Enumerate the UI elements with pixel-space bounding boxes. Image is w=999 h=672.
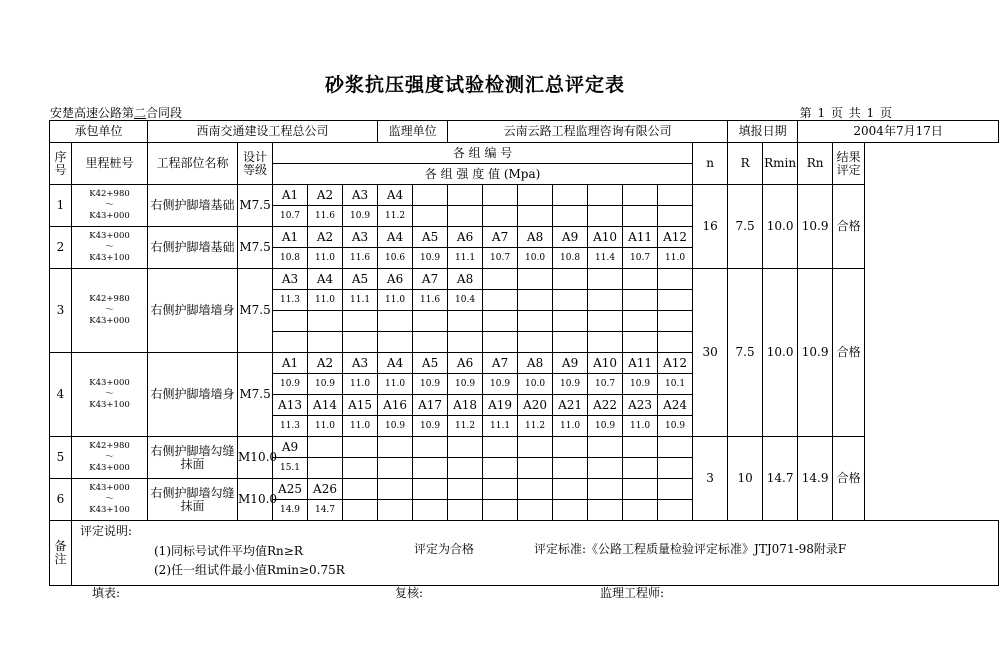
strength-value-cell: 10.1 — [658, 374, 693, 395]
group-id-cell: A1 — [273, 353, 308, 374]
strength-value-cell — [553, 206, 588, 227]
remark-standard: 评定标准:《公路工程质量检验评定标准》JTJ071-98附录F — [534, 542, 847, 556]
group-id-cell — [448, 332, 483, 353]
strength-value-cell: 11.2 — [378, 206, 413, 227]
strength-value-cell — [588, 206, 623, 227]
group-id-cell: A11 — [623, 227, 658, 248]
remark-row — [50, 521, 999, 586]
summary-rmin-cell: 14.7 — [763, 437, 798, 521]
group-id-cell — [413, 332, 448, 353]
summary-result-cell: 合格 — [833, 185, 865, 269]
summary-r-cell: 10 — [728, 437, 763, 521]
date-label: 填报日期 — [728, 121, 798, 143]
summary-rn-cell: 10.9 — [798, 269, 833, 437]
strength-value-cell: 11.0 — [378, 290, 413, 311]
remark-content — [72, 521, 999, 586]
grade-cell: M7.5 — [238, 227, 273, 269]
group-id-cell — [518, 311, 553, 332]
strength-value-cell: 10.0 — [518, 248, 553, 269]
group-id-cell — [588, 437, 623, 458]
group-id-cell: A1 — [273, 185, 308, 206]
strength-value-cell: 11.2 — [518, 416, 553, 437]
group-id-cell — [518, 437, 553, 458]
strength-value-cell: 15.1 — [273, 458, 308, 479]
strength-value-cell: 10.4 — [448, 290, 483, 311]
group-id-cell — [518, 269, 553, 290]
strength-value-cell: 10.9 — [413, 248, 448, 269]
contractor-label: 承包单位 — [50, 121, 148, 143]
station-station-from: K43+000 — [89, 483, 130, 493]
group-id-cell: A20 — [518, 395, 553, 416]
group-id-cell — [623, 311, 658, 332]
summary-rmin-cell: 10.0 — [763, 185, 798, 269]
strength-value-cell: 10.9 — [413, 374, 448, 395]
strength-value-cell: 10.7 — [588, 374, 623, 395]
group-id-cell — [658, 269, 693, 290]
group-id-cell: A12 — [658, 353, 693, 374]
contractor-value: 西南交通建设工程总公司 — [148, 121, 378, 143]
group-id-cell — [308, 332, 343, 353]
group-id-cell — [553, 479, 588, 500]
strength-value-cell — [483, 458, 518, 479]
group-id-cell — [658, 437, 693, 458]
part-cell: 右侧护脚墙基础 — [148, 227, 238, 269]
group-id-cell: A17 — [413, 395, 448, 416]
strength-value-cell: 11.0 — [308, 248, 343, 269]
group-id-cell: A6 — [448, 227, 483, 248]
header-row-1 — [50, 121, 999, 143]
summary-rn-cell: 10.9 — [798, 185, 833, 269]
remark-label: 备注 — [50, 521, 72, 586]
strength-value-cell — [658, 500, 693, 521]
summary-r-cell: 7.5 — [728, 185, 763, 269]
group-id-cell — [623, 269, 658, 290]
station-station-from: K42+980 — [89, 189, 130, 199]
strength-value-cell: 11.0 — [343, 374, 378, 395]
grade-cell: M10.0 — [238, 437, 273, 479]
strength-value-cell — [448, 458, 483, 479]
group-id-cell: A14 — [308, 395, 343, 416]
group-id-cell: A3 — [343, 353, 378, 374]
strength-value-cell — [413, 500, 448, 521]
strength-value-cell — [518, 458, 553, 479]
group-id-cell — [413, 479, 448, 500]
table-row — [50, 269, 999, 290]
project-section: 二 — [134, 106, 147, 120]
group-id-cell: A6 — [448, 353, 483, 374]
strength-value-cell — [448, 206, 483, 227]
group-id-cell: A9 — [273, 437, 308, 458]
strength-value-cell: 11.0 — [378, 374, 413, 395]
group-id-cell — [553, 185, 588, 206]
strength-value-cell — [588, 290, 623, 311]
project-label — [50, 104, 182, 121]
station-station-from: K43+000 — [89, 378, 130, 388]
seq-cell: 5 — [50, 437, 72, 479]
group-id-cell — [518, 185, 553, 206]
strength-value-cell — [413, 206, 448, 227]
group-id-cell — [588, 269, 623, 290]
remark-conclusion: 评定为合格 — [414, 542, 475, 556]
strength-value-cell — [518, 500, 553, 521]
group-id-cell — [308, 437, 343, 458]
summary-n-cell: 16 — [693, 185, 728, 269]
part-cell: 右侧护脚墙墙身 — [148, 353, 238, 437]
group-id-cell: A7 — [483, 353, 518, 374]
group-id-cell — [343, 479, 378, 500]
group-id-cell: A3 — [343, 227, 378, 248]
strength-value-cell — [623, 458, 658, 479]
strength-value-cell — [623, 206, 658, 227]
group-id-cell: A3 — [343, 185, 378, 206]
strength-value-cell: 14.9 — [273, 500, 308, 521]
strength-value-cell: 10.7 — [483, 248, 518, 269]
station-cell — [72, 185, 148, 227]
group-id-cell — [483, 332, 518, 353]
part-cell: 右侧护脚墙基础 — [148, 185, 238, 227]
project-prefix: 安楚高速公路第 — [50, 106, 135, 120]
grade-header: 设计等级 — [238, 143, 273, 185]
summary-result-cell: 合格 — [833, 269, 865, 437]
group-id-cell: A13 — [273, 395, 308, 416]
group-id-cell: A11 — [623, 353, 658, 374]
strength-value-cell — [448, 500, 483, 521]
strength-value-cell: 11.0 — [308, 416, 343, 437]
rn-header: Rn — [798, 143, 833, 185]
summary-rmin-cell: 10.0 — [763, 269, 798, 437]
strength-value-cell — [623, 290, 658, 311]
group-id-cell: A25 — [273, 479, 308, 500]
strength-value-cell: 11.0 — [308, 290, 343, 311]
group-id-cell: A16 — [378, 395, 413, 416]
station-station-to: K43+000 — [89, 463, 130, 473]
group-id-cell: A4 — [308, 269, 343, 290]
seq-cell: 2 — [50, 227, 72, 269]
group-id-cell — [483, 479, 518, 500]
seq-cell: 4 — [50, 353, 72, 437]
summary-result-cell: 合格 — [833, 437, 865, 521]
part-cell: 右侧护脚墙勾缝抹面 — [148, 479, 238, 521]
group-id-cell — [448, 437, 483, 458]
group-id-cell — [483, 185, 518, 206]
rmin-header: Rmin — [763, 143, 798, 185]
strength-value-cell — [553, 290, 588, 311]
r-header: R — [728, 143, 763, 185]
filled-by-label: 填表: — [92, 586, 121, 600]
station-header: 里程桩号 — [72, 143, 148, 185]
strength-value-cell: 11.6 — [308, 206, 343, 227]
group-id-cell — [413, 437, 448, 458]
group-id-cell: A23 — [623, 395, 658, 416]
station-station-from: K42+980 — [89, 441, 130, 451]
strength-value-cell: 11.2 — [448, 416, 483, 437]
strength-value-cell: 11.1 — [448, 248, 483, 269]
group-id-cell: A10 — [588, 353, 623, 374]
group-no-header: 各 组 编 号 — [273, 143, 693, 164]
station-station-to: K43+000 — [89, 211, 130, 221]
table-row — [50, 437, 999, 458]
page-title: 砂浆抗压强度试验检测汇总评定表 — [324, 74, 625, 96]
strength-value-cell — [623, 500, 658, 521]
reviewed-by-label: 复核: — [395, 586, 424, 600]
group-id-cell: A4 — [378, 227, 413, 248]
group-id-cell: A8 — [518, 227, 553, 248]
group-id-cell — [553, 332, 588, 353]
group-id-cell: A2 — [308, 227, 343, 248]
station-station-to: K43+100 — [89, 505, 130, 515]
strength-value-cell: 10.9 — [553, 374, 588, 395]
group-id-cell: A9 — [553, 353, 588, 374]
grade-cell: M7.5 — [238, 185, 273, 227]
strength-value-cell — [308, 458, 343, 479]
group-id-cell: A18 — [448, 395, 483, 416]
summary-n-cell: 3 — [693, 437, 728, 521]
group-id-cell — [378, 437, 413, 458]
group-id-cell — [413, 311, 448, 332]
strength-value-cell: 10.7 — [623, 248, 658, 269]
group-id-cell — [623, 437, 658, 458]
strength-value-cell: 11.6 — [343, 248, 378, 269]
table-body — [50, 121, 999, 586]
strength-value-cell: 10.9 — [378, 416, 413, 437]
group-strength-header: 各 组 强 度 值 (Mpa) — [273, 164, 693, 185]
station-station-from: K42+980 — [89, 294, 130, 304]
group-id-cell: A1 — [273, 227, 308, 248]
group-id-cell — [658, 185, 693, 206]
strength-value-cell: 10.8 — [553, 248, 588, 269]
strength-value-cell: 10.9 — [483, 374, 518, 395]
strength-value-cell — [483, 500, 518, 521]
group-id-cell — [658, 311, 693, 332]
group-id-cell — [273, 332, 308, 353]
group-id-cell: A12 — [658, 227, 693, 248]
strength-value-cell — [413, 458, 448, 479]
group-id-cell — [448, 311, 483, 332]
group-id-cell — [378, 311, 413, 332]
station-cell — [72, 353, 148, 437]
station-station-to: K43+000 — [89, 316, 130, 326]
seq-cell: 3 — [50, 269, 72, 353]
group-id-cell — [483, 269, 518, 290]
seq-cell: 1 — [50, 185, 72, 227]
group-id-cell — [448, 479, 483, 500]
strength-value-cell: 11.4 — [588, 248, 623, 269]
strength-value-cell: 10.7 — [273, 206, 308, 227]
strength-value-cell — [518, 206, 553, 227]
strength-value-cell — [518, 290, 553, 311]
summary-table — [49, 120, 999, 586]
group-id-cell — [588, 185, 623, 206]
group-id-cell: A6 — [378, 269, 413, 290]
supervisor-value: 云南云路工程监理咨询有限公司 — [448, 121, 728, 143]
station-tilde: ～ — [105, 200, 114, 210]
strength-value-cell: 11.0 — [553, 416, 588, 437]
group-id-cell — [448, 185, 483, 206]
strength-value-cell: 10.8 — [273, 248, 308, 269]
strength-value-cell: 14.7 — [308, 500, 343, 521]
group-id-cell — [518, 479, 553, 500]
strength-value-cell: 10.6 — [378, 248, 413, 269]
station-tilde: ～ — [105, 242, 114, 252]
group-id-cell — [343, 311, 378, 332]
supervisor-label: 监理单位 — [378, 121, 448, 143]
remark-item-2: (2)任一组试件最小值Rmin≥0.75R — [154, 563, 345, 577]
group-id-cell — [553, 437, 588, 458]
seq-header: 序号 — [50, 143, 72, 185]
strength-value-cell: 10.9 — [448, 374, 483, 395]
strength-value-cell: 11.1 — [343, 290, 378, 311]
group-id-cell — [553, 269, 588, 290]
strength-value-cell: 10.9 — [623, 374, 658, 395]
group-id-cell — [483, 437, 518, 458]
summary-n-cell: 30 — [693, 269, 728, 437]
remark-heading: 评定说明: — [80, 524, 133, 538]
date-value: 2004年7月17日 — [798, 121, 999, 143]
group-id-cell: A22 — [588, 395, 623, 416]
strength-value-cell: 10.9 — [343, 206, 378, 227]
group-id-cell — [623, 185, 658, 206]
strength-value-cell — [483, 206, 518, 227]
strength-value-cell: 11.3 — [273, 290, 308, 311]
group-id-cell: A5 — [343, 269, 378, 290]
strength-value-cell: 11.0 — [623, 416, 658, 437]
strength-value-cell: 11.3 — [273, 416, 308, 437]
group-id-cell: A7 — [483, 227, 518, 248]
part-cell: 右侧护脚墙墙身 — [148, 269, 238, 353]
strength-value-cell: 10.9 — [273, 374, 308, 395]
group-id-cell: A9 — [553, 227, 588, 248]
station-tilde: ～ — [105, 305, 114, 315]
result-header: 结果评定 — [833, 143, 865, 185]
group-id-cell — [413, 185, 448, 206]
group-id-cell: A3 — [273, 269, 308, 290]
grade-cell: M7.5 — [238, 353, 273, 437]
group-id-cell — [483, 311, 518, 332]
station-tilde: ～ — [105, 494, 114, 504]
group-id-cell — [623, 479, 658, 500]
group-id-cell — [588, 332, 623, 353]
strength-value-cell: 10.9 — [308, 374, 343, 395]
group-id-cell — [553, 311, 588, 332]
group-id-cell: A4 — [378, 185, 413, 206]
group-id-cell — [658, 479, 693, 500]
strength-value-cell: 11.1 — [483, 416, 518, 437]
station-tilde: ～ — [105, 389, 114, 399]
strength-value-cell — [483, 290, 518, 311]
strength-value-cell — [588, 458, 623, 479]
part-cell: 右侧护脚墙勾缝抹面 — [148, 437, 238, 479]
station-cell — [72, 437, 148, 479]
station-station-from: K43+000 — [89, 231, 130, 241]
strength-value-cell: 11.0 — [658, 248, 693, 269]
group-id-cell: A21 — [553, 395, 588, 416]
group-id-cell: A5 — [413, 227, 448, 248]
group-id-cell — [343, 332, 378, 353]
group-id-cell — [343, 437, 378, 458]
group-id-cell: A19 — [483, 395, 518, 416]
strength-value-cell — [553, 458, 588, 479]
grade-cell: M10.0 — [238, 479, 273, 521]
strength-value-cell: 11.0 — [343, 416, 378, 437]
remark-box — [72, 521, 998, 585]
group-id-cell: A4 — [378, 353, 413, 374]
group-id-cell — [378, 332, 413, 353]
group-id-cell — [588, 311, 623, 332]
group-id-cell — [273, 311, 308, 332]
project-suffix: 合同段 — [146, 106, 183, 120]
strength-value-cell — [658, 458, 693, 479]
engineer-label: 监理工程师: — [600, 586, 665, 600]
table-row — [50, 185, 999, 206]
strength-value-cell: 10.0 — [518, 374, 553, 395]
group-id-cell — [308, 311, 343, 332]
group-id-cell: A15 — [343, 395, 378, 416]
group-id-cell — [378, 479, 413, 500]
n-header: n — [693, 143, 728, 185]
strength-value-cell: 10.9 — [658, 416, 693, 437]
strength-value-cell — [658, 206, 693, 227]
strength-value-cell: 11.6 — [413, 290, 448, 311]
strength-value-cell — [553, 500, 588, 521]
header-row-2 — [50, 143, 999, 164]
station-cell — [72, 269, 148, 353]
strength-value-cell — [658, 290, 693, 311]
strength-value-cell — [343, 500, 378, 521]
group-id-cell — [588, 479, 623, 500]
group-id-cell — [518, 332, 553, 353]
station-station-to: K43+100 — [89, 400, 130, 410]
part-header: 工程部位名称 — [148, 143, 238, 185]
strength-value-cell — [588, 500, 623, 521]
group-id-cell — [658, 332, 693, 353]
summary-r-cell: 7.5 — [728, 269, 763, 437]
group-id-cell: A2 — [308, 353, 343, 374]
grade-cell: M7.5 — [238, 269, 273, 353]
group-id-cell: A7 — [413, 269, 448, 290]
strength-value-cell — [378, 458, 413, 479]
strength-value-cell: 10.9 — [588, 416, 623, 437]
strength-value-cell: 10.9 — [413, 416, 448, 437]
group-id-cell: A2 — [308, 185, 343, 206]
station-cell — [72, 479, 148, 521]
page-info: 第 1 页 共 1 页 — [799, 106, 892, 120]
group-id-cell: A8 — [518, 353, 553, 374]
seq-cell: 6 — [50, 479, 72, 521]
strength-value-cell — [343, 458, 378, 479]
group-id-cell: A5 — [413, 353, 448, 374]
strength-value-cell — [378, 500, 413, 521]
group-id-cell — [623, 332, 658, 353]
group-id-cell: A10 — [588, 227, 623, 248]
group-id-cell: A8 — [448, 269, 483, 290]
station-station-to: K43+100 — [89, 253, 130, 263]
summary-rn-cell: 14.9 — [798, 437, 833, 521]
station-tilde: ～ — [105, 452, 114, 462]
group-id-cell: A24 — [658, 395, 693, 416]
station-cell — [72, 227, 148, 269]
remark-item-1: (1)同标号试件平均值Rn≥R — [154, 544, 303, 558]
group-id-cell: A26 — [308, 479, 343, 500]
